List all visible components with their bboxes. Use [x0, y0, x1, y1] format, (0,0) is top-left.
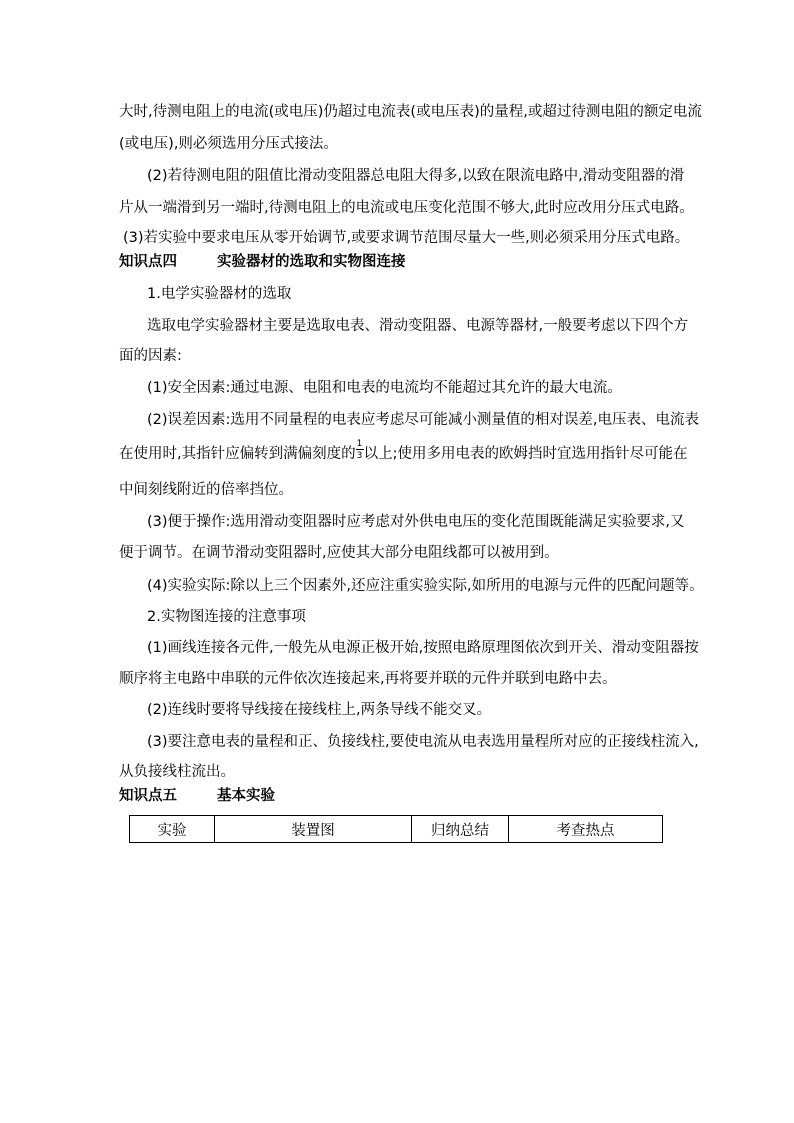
- body-text-line: 大时,待测电阻上的电流(或电压)仍超过电流表(或电压表)的量程,或超过待测电阻的额定电流: [119, 104, 702, 120]
- body-text-line: (1)画线连接各元件,一般先从电源正极开始,按照电路原理图依次到开关、滑动变阻器按: [147, 640, 699, 656]
- body-text-line: 顺序将主电路中串联的元件依次连接起来,再将要并联的元件并联到电路中去。: [119, 671, 617, 687]
- experiment-table: [129, 815, 663, 843]
- text-segment: 以上;使用多用电表的欧姆挡时宜选用指针尽可能在: [363, 446, 688, 462]
- body-text-line: (3)要注意电表的量程和正、负接线柱,要使电流从电表选用量程所对应的正接线柱流入,: [147, 734, 699, 750]
- table-header-cell: 归纳总结: [412, 816, 509, 843]
- body-text-line: 从负接线柱流出。: [119, 764, 235, 780]
- table-header-cell: 装置图: [215, 816, 412, 843]
- section-title: 实验器材的选取和实物图连接: [217, 254, 406, 270]
- body-text-line: (1)安全因素:通过电源、电阻和电表的电流均不能超过其允许的最大电流。: [147, 380, 622, 396]
- body-text-line: 面的因素:: [119, 348, 182, 364]
- fraction-denominator: 3: [356, 451, 363, 461]
- section-heading-4: [119, 252, 406, 272]
- text-segment: 在使用时,其指针应偏转到满偏刻度的: [119, 446, 356, 462]
- body-text-line: (2)连线时要将导线接在接线柱上,两条导线不能交叉。: [147, 702, 492, 718]
- body-text-line: (2)误差因素:选用不同量程的电表应考虑尽可能减小测量值的相对误差,电压表、电流表: [147, 412, 700, 428]
- fraction-numerator: 1: [356, 439, 363, 449]
- body-text-line: 片从一端滑到另一端时,待测电阻上的电流或电压变化范围不够大,此时应改用分压式电路。: [119, 200, 694, 216]
- section-label: 知识点四: [119, 254, 177, 270]
- body-text-line: (2)若待测电阻的阻值比滑动变阻器总电阻大得多,以致在限流电路中,滑动变阻器的滑: [147, 168, 685, 184]
- section-label: 知识点五: [119, 788, 177, 804]
- body-text-line: (或电压),则必须选用分压式接法。: [119, 136, 338, 152]
- fraction: [356, 439, 364, 464]
- body-text-line: 中间刻线附近的倍率挡位。: [119, 482, 293, 498]
- table-header-row: [130, 816, 663, 843]
- body-text-line: (4)实验实际:除以上三个因素外,还应注重实验实际,如所用的电源与元件的匹配问题等。: [147, 578, 704, 594]
- body-text-line: [119, 439, 688, 464]
- body-text-line: (3)若实验中要求电压从零开始调节,或要求调节范围尽量大一些,则必须采用分压式电路。: [123, 230, 690, 246]
- subheading: 2.实物图连接的注意事项: [147, 609, 306, 625]
- table-header-cell: 考查热点: [509, 816, 663, 843]
- subheading: 1.电学实验器材的选取: [147, 286, 292, 302]
- table-header-cell: 实验: [130, 816, 215, 843]
- body-text-line: (3)便于操作:选用滑动变阻器时应考虑对外供电电压的变化范围既能满足实验要求,又: [147, 514, 685, 530]
- section-heading-5: [119, 786, 275, 806]
- fraction-bar: [356, 449, 364, 450]
- body-text-line: 便于调节。在调节滑动变阻器时,应使其大部分电阻线都可以被用到。: [119, 545, 559, 561]
- section-title: 基本实验: [217, 788, 275, 804]
- body-text-line: 选取电学实验器材主要是选取电表、滑动变阻器、电源等器材,一般要考虑以下四个方: [147, 318, 689, 334]
